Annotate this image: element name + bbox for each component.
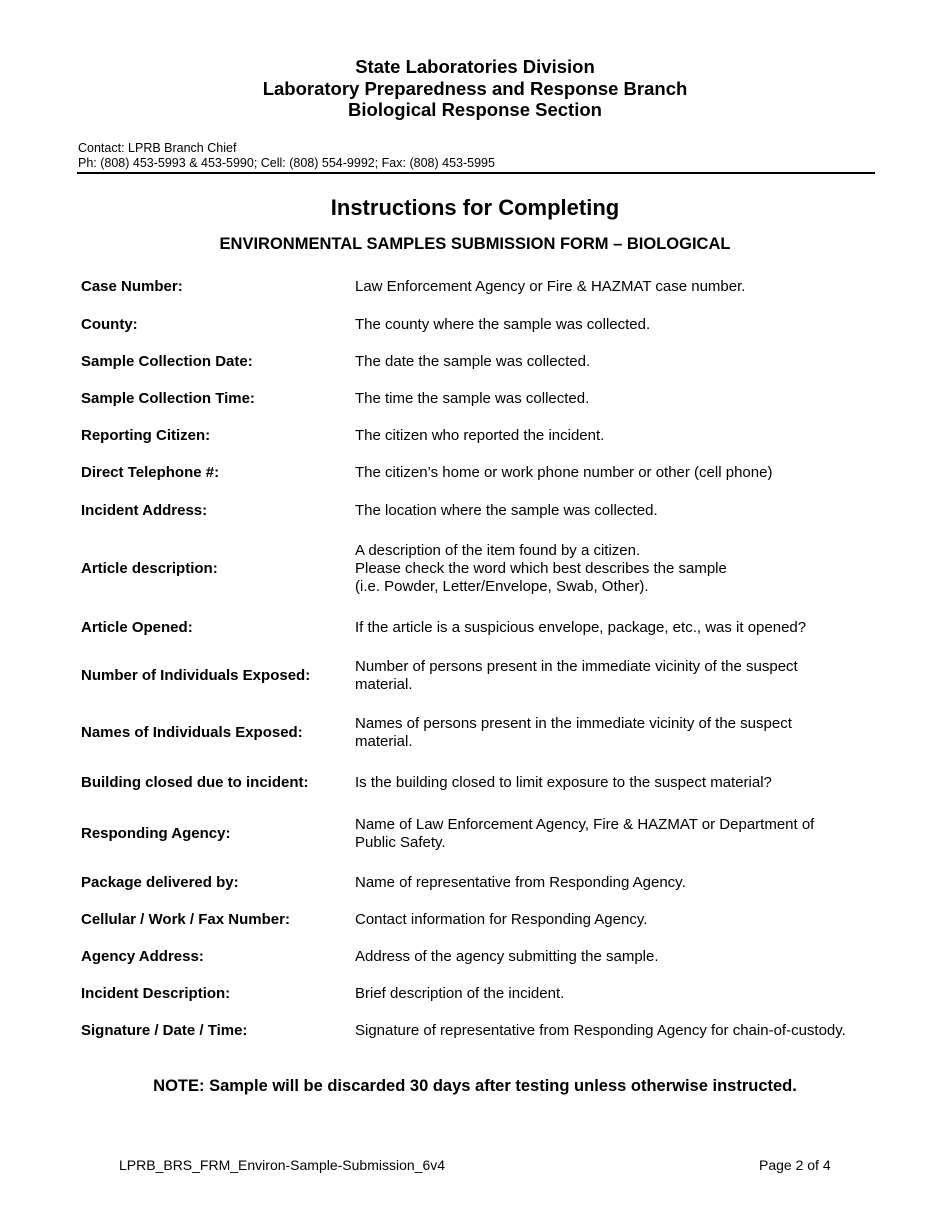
header-divider	[77, 172, 875, 174]
field-description	[355, 658, 895, 694]
field-label: Incident Description:	[81, 985, 231, 1002]
field-label: Direct Telephone #:	[81, 464, 220, 481]
field-description-line: The location where the sample was collected.	[355, 501, 658, 519]
field-description-line: Name of representative from Responding Agency.	[355, 873, 686, 891]
field-label: Agency Address:	[81, 947, 204, 965]
field-description-line: A description of the item found by a citizen.	[355, 542, 641, 559]
field-row	[0, 948, 950, 966]
document-header	[0, 56, 950, 121]
field-row	[0, 658, 950, 694]
field-description-line: Is the building closed to limit exposure to the suspect material?	[355, 774, 772, 791]
field-label: Signature / Date / Time:	[81, 1022, 248, 1039]
field-row	[0, 1022, 950, 1040]
field-description	[355, 715, 895, 751]
division-name: State Laboratories Division	[355, 56, 595, 77]
field-description-line: Names of persons present in the immediate vicinity of the suspect	[355, 714, 792, 732]
contact-person: Contact: LPRB Branch Chief	[78, 141, 237, 155]
field-row	[0, 542, 950, 596]
field-description-line: Public Safety.	[355, 833, 446, 851]
field-description	[355, 1022, 895, 1040]
field-description-line: Contact information for Responding Agency.	[355, 910, 648, 928]
field-row	[0, 911, 950, 929]
field-row	[0, 390, 950, 408]
field-description	[355, 874, 895, 892]
field-row	[0, 715, 950, 751]
field-row	[0, 464, 950, 482]
field-description	[355, 985, 895, 1003]
field-description-line: material.	[355, 675, 413, 693]
field-description	[355, 948, 895, 966]
footer-page-number: Page 2 of 4	[759, 1157, 831, 1173]
field-label: Article description:	[81, 560, 218, 577]
field-description-line: The citizen’s home or work phone number or other (cell phone)	[355, 464, 773, 481]
field-description	[355, 619, 895, 637]
field-description-line: Signature of representative from Responding Agency for chain-of-custody.	[355, 1022, 846, 1039]
field-description	[355, 502, 895, 520]
field-label: Names of Individuals Exposed:	[81, 723, 303, 741]
field-description	[355, 316, 895, 334]
field-label: Incident Address:	[81, 501, 208, 519]
discard-note: NOTE: Sample will be discarded 30 days after testing unless otherwise instructed.	[153, 1077, 797, 1095]
field-description	[355, 390, 895, 408]
field-label: Package delivered by:	[81, 873, 239, 891]
field-label: Case Number:	[81, 278, 183, 295]
field-description	[355, 353, 895, 371]
field-description-line: The citizen who reported the incident.	[355, 427, 605, 444]
field-row	[0, 816, 950, 852]
field-description	[355, 542, 895, 596]
field-description-line: Address of the agency submitting the sample.	[355, 947, 659, 965]
contact-phones: Ph: (808) 453-5993 & 453-5990; Cell: (808) 554-9992; Fax: (808) 453-5995	[78, 155, 495, 170]
field-description-line: If the article is a suspicious envelope, package, etc., was it opened?	[355, 618, 807, 636]
section-name: Biological Response Section	[348, 99, 602, 120]
field-description	[355, 911, 895, 929]
field-label: Sample Collection Date:	[81, 352, 253, 370]
field-row	[0, 278, 950, 296]
field-description	[355, 816, 895, 852]
field-row	[0, 985, 950, 1003]
contact-info	[78, 141, 495, 170]
footer-doc-id: LPRB_BRS_FRM_Environ-Sample-Submission_6v4	[119, 1157, 446, 1173]
field-label: Reporting Citizen:	[81, 427, 211, 444]
field-label: Number of Individuals Exposed:	[81, 666, 311, 684]
field-description	[355, 427, 895, 445]
page-title: Instructions for Completing	[330, 195, 620, 220]
field-description-line: The time the sample was collected.	[355, 389, 590, 407]
field-description-line: Brief description of the incident.	[355, 985, 565, 1002]
field-description-line: The county where the sample was collected.	[355, 315, 651, 333]
form-subtitle: ENVIRONMENTAL SAMPLES SUBMISSION FORM – BIOLOGICAL	[219, 235, 731, 253]
field-description	[355, 278, 895, 296]
field-label: Cellular / Work / Fax Number:	[81, 910, 290, 928]
field-row	[0, 316, 950, 334]
field-description-line: material.	[355, 732, 413, 750]
field-label: Sample Collection Time:	[81, 389, 255, 407]
field-row	[0, 353, 950, 371]
field-description-line: Law Enforcement Agency or Fire & HAZMAT case number.	[355, 278, 746, 295]
field-description-line: (i.e. Powder, Letter/Envelope, Swab, Other).	[355, 578, 649, 595]
field-description-line: Please check the word which best describes the sample	[355, 560, 727, 577]
field-label: County:	[81, 315, 138, 333]
field-label: Article Opened:	[81, 618, 193, 636]
field-description	[355, 464, 895, 482]
field-row	[0, 427, 950, 445]
branch-name: Laboratory Preparedness and Response Branch	[262, 77, 688, 99]
field-row	[0, 619, 950, 637]
field-description-line: Name of Law Enforcement Agency, Fire & HAZMAT or Department of	[355, 815, 815, 833]
field-description-line: The date the sample was collected.	[355, 352, 591, 370]
field-description-line: Number of persons present in the immediate vicinity of the suspect	[355, 657, 798, 675]
field-row	[0, 874, 950, 892]
field-row	[0, 502, 950, 520]
field-row	[0, 774, 950, 792]
field-label: Responding Agency:	[81, 824, 231, 842]
field-label: Building closed due to incident:	[81, 774, 309, 791]
field-description	[355, 774, 895, 792]
